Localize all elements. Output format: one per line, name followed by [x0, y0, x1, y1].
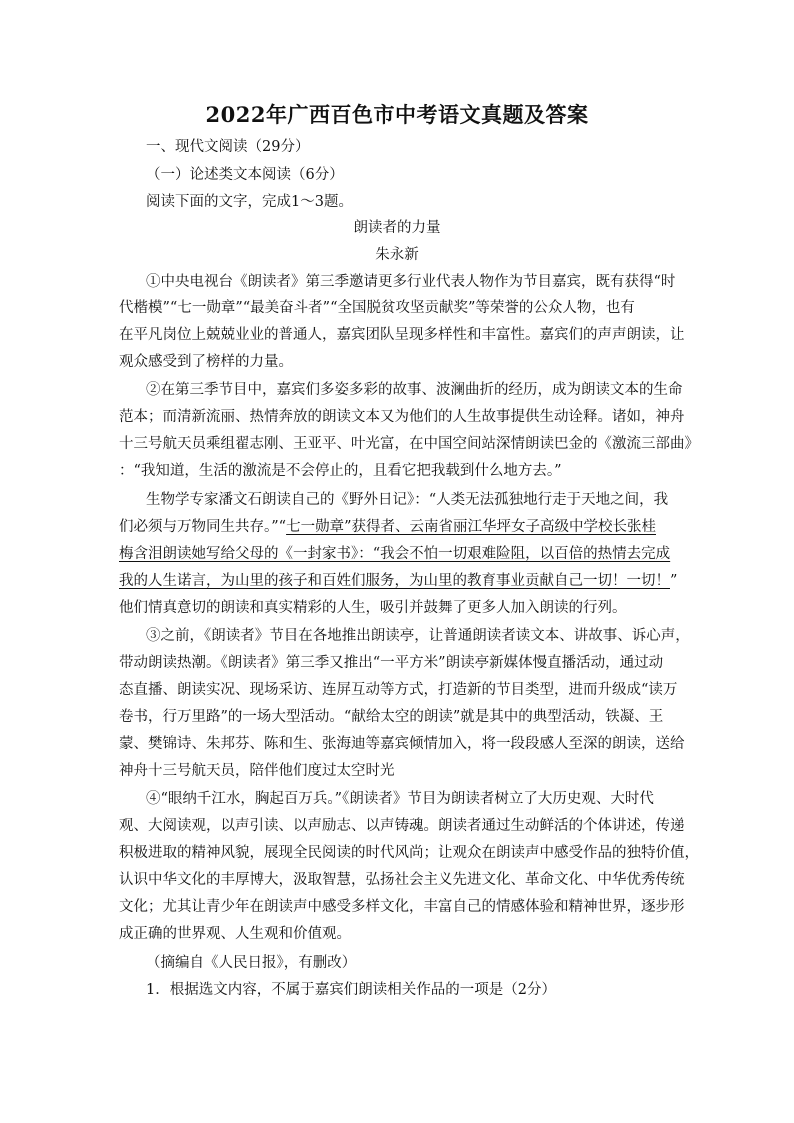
paragraph-line: [119, 517, 656, 537]
paragraph-line: 积极进取的精神风貌，展现全民阅读的时代风尚；让观众在朗读声中感受作品的独特价值，: [119, 845, 699, 861]
subsection-heading: （一）论述类文本阅读（6分）: [146, 167, 344, 183]
paragraph-line: [119, 571, 678, 591]
paragraph-line: 他们情真意切的朗读和真实精彩的人生，吸引并鼓舞了更多人加入朗读的行列。: [119, 600, 627, 616]
paragraph-line: 文化；尤其让青少年在朗读声中感受多样文化，丰富自己的情感体验和精神世界，逐步形: [119, 899, 685, 915]
paragraph-line: 在平凡岗位上兢兢业业的普通人，嘉宾团队呈现多样性和丰富性。嘉宾们的声声朗读，让: [119, 327, 685, 343]
paragraph-line: ④“眼纳千江水，胸起百万兵。”《朗读者》节目为朗读者树立了大历史观、大时代: [146, 791, 654, 807]
paragraph-line: 观众感受到了榜样的力量。: [119, 354, 293, 370]
underlined-passage: 梅含泪朗读她写给父母的《一封家书》：“我会不怕一切艰难险阻，以百倍的热情去完成: [119, 546, 671, 562]
paragraph-line: 神舟十三号航天员，陪伴他们度过太空时光: [119, 763, 395, 779]
question-1: 1．根据选文内容，不属于嘉宾们朗读相关作品的一项是（2分）: [146, 982, 556, 998]
paragraph-line: 观、大阅读观，以声引读、以声励志、以声铸魂。朗读者通过生动鲜活的个体讲述，传递: [119, 818, 685, 834]
article-title: 朗读者的力量: [353, 220, 441, 236]
paragraph-line: 生物学专家潘文石朗读自己的《野外日记》：“人类无法孤独地行走于天地之间，我: [146, 492, 669, 508]
instruction-text: 阅读下面的文字，完成1～3题。: [146, 194, 353, 210]
paragraph-line: ①中央电视台《朗读者》第三季邀请更多行业代表人物作为节目嘉宾，既有获得“时: [146, 274, 676, 290]
paragraph-line: ②在第三季节目中，嘉宾们多姿多彩的故事、波澜曲折的经历，成为朗读文本的生命: [146, 382, 683, 398]
paragraph-line: ：“我知道，生活的激流是不会停止的，且看它把我载到什么地方去。”: [119, 463, 562, 479]
paragraph-line: 卷书，行万里路”的一场大型活动。“献给太空的朗读”就是其中的典型活动，铁凝、王: [119, 709, 664, 725]
paragraph-line: 认识中华文化的丰厚博大，汲取智慧，弘扬社会主义先进文化、革命文化、中华优秀传统: [119, 872, 685, 888]
paragraph-line-head: 们必须与万物同生共存。”“: [119, 519, 287, 535]
document-title: 2022年广西百色市中考语文真题及答案: [205, 102, 589, 127]
paragraph-line: ③之前，《朗读者》节目在各地推出朗读亭，让普通朗读者读文本、讲故事、诉心声，: [146, 628, 690, 644]
underlined-passage: 七一勋章”获得者、云南省丽江华坪女子高级中学校长张桂: [286, 519, 656, 535]
paragraph-line: 态直播、朗读实况、现场采访、连屏互动等方式，打造新的节目类型，进而升级成“读万: [119, 682, 678, 698]
paragraph-line: 蒙、樊锦诗、朱邦芬、陈和生、张海迪等嘉宾倾情加入，将一段段感人至深的朗读，送给: [119, 736, 685, 752]
section-heading: 一、现代文阅读（29分）: [146, 139, 310, 155]
article-author: 朱永新: [375, 247, 419, 263]
paragraph-line: 成正确的世界观、人生观和价值观。: [119, 926, 351, 942]
source-note: （摘编自《人民日报》，有删改）: [146, 955, 357, 971]
underlined-passage: 我的人生诺言，为山里的孩子和百姓们服务，为山里的教育事业贡献自己一切！一切！: [119, 573, 670, 589]
closing-quote: ”: [670, 573, 678, 589]
paragraph-line: 代楷模”“七一勋章”“最美奋斗者”“全国脱贫攻坚贡献奖”等荣誉的公众人物，也有: [119, 300, 635, 316]
paragraph-line: 带动朗读热潮。《朗读者》第三季又推出“一平方米”朗读亭新媒体慢直播活动，通过动: [119, 655, 664, 671]
paragraph-line: 范本；而清新流丽、热情奔放的朗读文本又为他们的人生故事提供生动诠释。诸如，神舟: [119, 409, 685, 425]
paragraph-line: 十三号航天员乘组翟志刚、王亚平、叶光富，在中国空间站深情朗读巴金的《激流三部曲》: [119, 436, 699, 452]
